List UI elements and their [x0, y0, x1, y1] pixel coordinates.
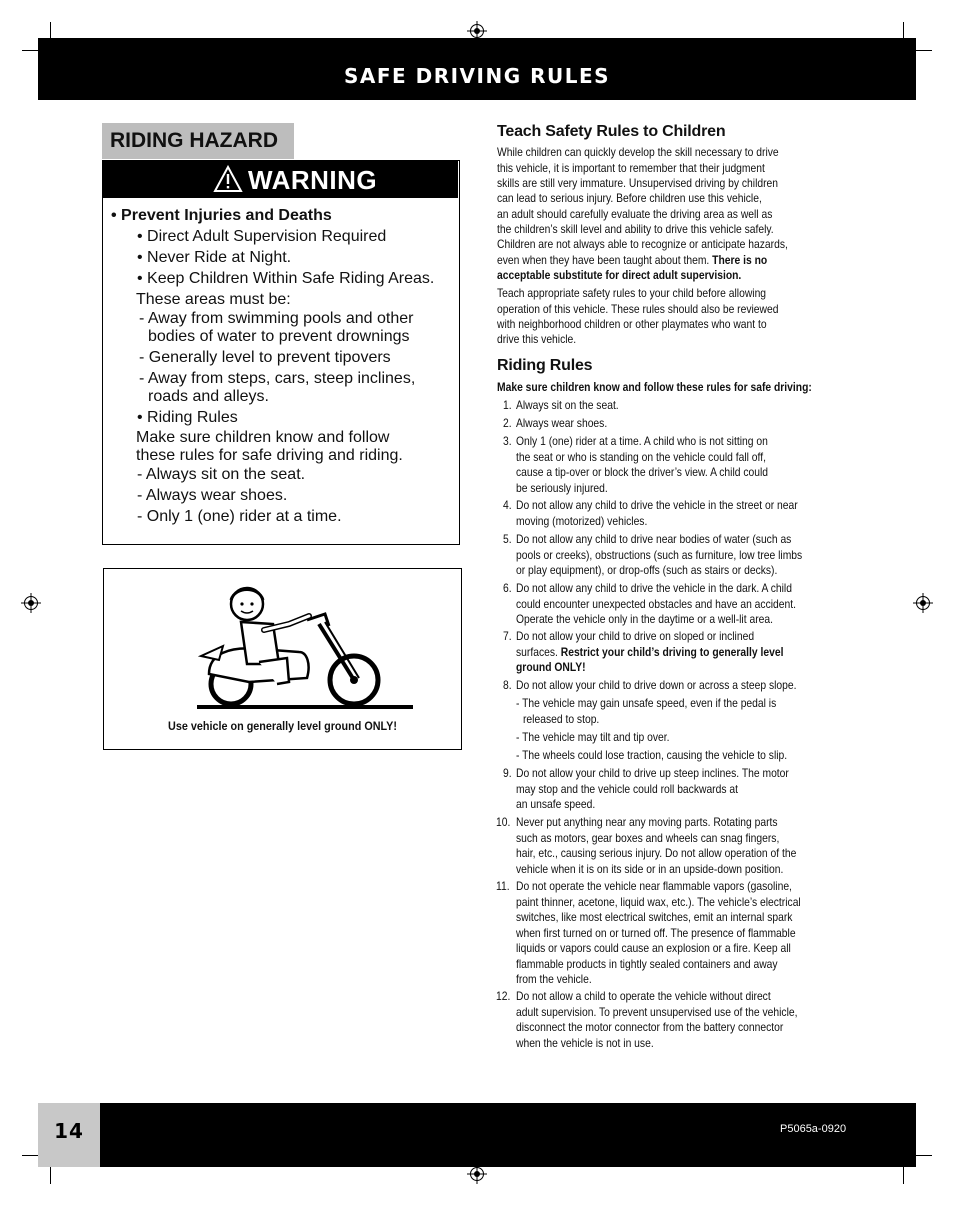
warning-line: these rules for safe driving and riding.: [136, 447, 403, 464]
rule-line: pools or creeks), obstructions (such as furniture, low tree limbs: [516, 547, 803, 562]
rule-line: paint thinner, acetone, liquid wax, etc.). The vehicle’s electrical: [516, 894, 801, 909]
rule-line: be seriously injured.: [516, 480, 608, 495]
rule-number: 2.: [503, 416, 512, 430]
rule-number: 3.: [503, 434, 512, 448]
rule-line: adult supervision. To prevent unsupervised use of the vehicle,: [516, 1004, 798, 1019]
rule-line: Do not allow any child to drive the vehicle in the street or near: [516, 498, 798, 512]
paragraph-line: the children’s skill level and ability to drive this vehicle safely.: [497, 221, 774, 236]
paragraph-line: drive this vehicle.: [497, 332, 577, 346]
warning-line: These areas must be:: [136, 291, 291, 308]
rule-number: 10.: [496, 815, 511, 829]
warning-line: - Generally level to prevent tipovers: [139, 349, 391, 366]
warning-line: roads and alleys.: [148, 388, 269, 405]
rule-line: Do not allow any child to drive near bodies of water (such as: [516, 532, 792, 546]
warning-line: - Always wear shoes.: [137, 487, 288, 504]
page-title: SAFE DRIVING RULES: [343, 64, 611, 88]
illustration-frame: [103, 568, 462, 750]
rule-line: Do not allow any child to drive the vehicle in the dark. A child: [516, 581, 792, 595]
paragraph-line: Teach appropriate safety rules to your child before allowing: [497, 286, 767, 300]
rule-line: Do not operate the vehicle near flammable vapors (gasoline,: [516, 879, 792, 893]
paragraph-bold-line: acceptable substitute for direct adult supervision.: [497, 267, 742, 282]
paragraph-line: this vehicle, it is important to remember that their judgment: [497, 160, 765, 175]
warning-line: Make sure children know and follow: [136, 429, 390, 446]
rules-intro: Make sure children know and follow these rules for safe driving:: [497, 380, 812, 394]
rule-line: Only 1 (one) rider at a time. A child who is not sitting on: [516, 434, 768, 448]
rule-line: could encounter unexpected obstacles and have an accident.: [516, 596, 796, 611]
rule-line: the seat or who is standing on the vehicle could fall off,: [516, 449, 766, 464]
heading-teach-safety-rules: Teach Safety Rules to Children: [497, 123, 726, 140]
rule-text: surfaces.: [516, 644, 561, 659]
registration-mark-icon: [470, 1167, 484, 1181]
rule-line: Always sit on the seat.: [516, 398, 619, 412]
rule-number: 6.: [503, 581, 512, 595]
header-bar: [38, 38, 916, 100]
registration-mark-icon: [916, 596, 930, 610]
rule-line: Do not allow your child to drive down or across a steep slope.: [516, 678, 797, 692]
rule-line: Do not allow your child to drive on sloped or inclined: [516, 629, 755, 643]
page-number: 14: [54, 1119, 84, 1143]
rule-line: an unsafe speed.: [516, 797, 596, 811]
rule-line: Operate the vehicle only in the daytime or a well-lit area.: [516, 612, 773, 626]
rule-number: 8.: [503, 678, 512, 692]
warning-triangle-icon: [213, 165, 243, 193]
heading-riding-rules: Riding Rules: [497, 357, 593, 374]
rule-line: when the vehicle is not in use.: [516, 1035, 654, 1050]
paragraph-line: While children can quickly develop the skill necessary to drive: [497, 145, 779, 159]
rule-number: 9.: [503, 766, 512, 780]
warning-line: • Direct Adult Supervision Required: [137, 228, 387, 245]
section-title-riding-hazard: RIDING HAZARD: [102, 123, 294, 159]
rule-sub-line: - The vehicle may tilt and tip over.: [516, 730, 670, 744]
rule-line: Never put anything near any moving parts. Rotating parts: [516, 815, 778, 829]
paragraph-line: operation of this vehicle. These rules should also be reviewed: [497, 301, 779, 316]
warning-line: - Away from steps, cars, steep inclines,: [139, 370, 416, 387]
rule-line: hair, etc., causing serious injury. Do not allow operation of the: [516, 846, 797, 860]
rule-line: flammable products in tightly sealed containers and away: [516, 956, 778, 971]
warning-label: WARNING: [248, 165, 378, 195]
rule-line: Always wear shoes.: [516, 416, 608, 430]
rule-bold-line: ground ONLY!: [516, 660, 586, 674]
rule-line: when first turned on or turned off. The presence of flammable: [516, 925, 796, 940]
paragraph-line: with neighborhood children or other playmates who want to: [497, 316, 767, 331]
rule-bold-text: Restrict your child’s driving to generally level: [560, 644, 784, 659]
warning-line: - Always sit on the seat.: [137, 466, 306, 483]
rule-number: 12.: [496, 989, 511, 1003]
rule-line: liquids or vapors could cause an explosion or a fire. Keep all: [516, 941, 791, 955]
rule-sub-line: released to stop.: [523, 711, 600, 726]
rule-line: switches, like most electrical switches, emit an internal spark: [516, 910, 793, 924]
warning-line: - Only 1 (one) rider at a time.: [137, 508, 342, 525]
illustration-caption: Use vehicle on generally level ground ONLY!: [168, 719, 397, 733]
rule-number: 7.: [503, 629, 512, 643]
document-code: P5065a-0920: [780, 1123, 847, 1135]
paragraph-line: [497, 253, 767, 268]
rule-number: 5.: [503, 532, 512, 546]
rule-line: such as motors, gear boxes and wheels can snag fingers,: [516, 830, 780, 845]
registration-mark-icon: [470, 24, 484, 38]
rule-sub-line: - The vehicle may gain unsafe speed, even if the pedal is: [516, 696, 777, 710]
rule-line: or play equipment), or drop-offs (such as stairs or decks).: [516, 563, 778, 577]
rule-line: from the vehicle.: [516, 972, 592, 986]
warning-line: - Away from swimming pools and other: [139, 310, 414, 327]
paragraph-text: even when they have been taught about them.: [497, 252, 713, 267]
paragraph-bold-text: There is no: [712, 252, 768, 267]
rule-line: disconnect the motor connector from the battery connector: [516, 1020, 784, 1034]
rule-line: may stop and the vehicle could roll backwards at: [516, 781, 739, 796]
warning-line: • Never Ride at Night.: [137, 249, 292, 266]
warning-line: • Riding Rules: [137, 409, 238, 426]
page-number-box: [38, 1103, 100, 1167]
paragraph-line: an adult should carefully evaluate the driving area as well as: [497, 206, 773, 221]
rule-number: 4.: [503, 498, 512, 512]
paragraph-line: can lead to serious injury. Before children use this vehicle,: [497, 191, 762, 205]
rule-line: cause a tip-over or block the driver’s view. A child could: [516, 465, 769, 479]
warning-line: • Prevent Injuries and Deaths: [111, 207, 332, 224]
footer-bar: [38, 1103, 916, 1167]
rule-number: 11.: [496, 879, 510, 893]
rule-line: [516, 645, 783, 660]
paragraph-line: skills are still very immature. Unsupervised driving by children: [497, 175, 779, 190]
rule-line: Do not allow a child to operate the vehicle without direct: [516, 989, 771, 1003]
rule-number: 1.: [503, 398, 512, 412]
child-on-motorcycle-icon: [189, 574, 419, 714]
registration-mark-icon: [24, 596, 38, 610]
rule-line: Do not allow your child to drive up steep inclines. The motor: [516, 766, 789, 780]
warning-line: • Keep Children Within Safe Riding Areas.: [137, 270, 435, 287]
rule-line: moving (motorized) vehicles.: [516, 513, 648, 528]
paragraph-line: Children are not always able to recognize or anticipate hazards,: [497, 237, 788, 251]
rule-line: vehicle when it is on its side or in an upside-down position.: [516, 861, 784, 876]
warning-bar: [103, 161, 458, 198]
rule-sub-line: - The wheels could lose traction, causing the vehicle to slip.: [516, 748, 788, 762]
warning-line: bodies of water to prevent drownings: [148, 328, 410, 345]
